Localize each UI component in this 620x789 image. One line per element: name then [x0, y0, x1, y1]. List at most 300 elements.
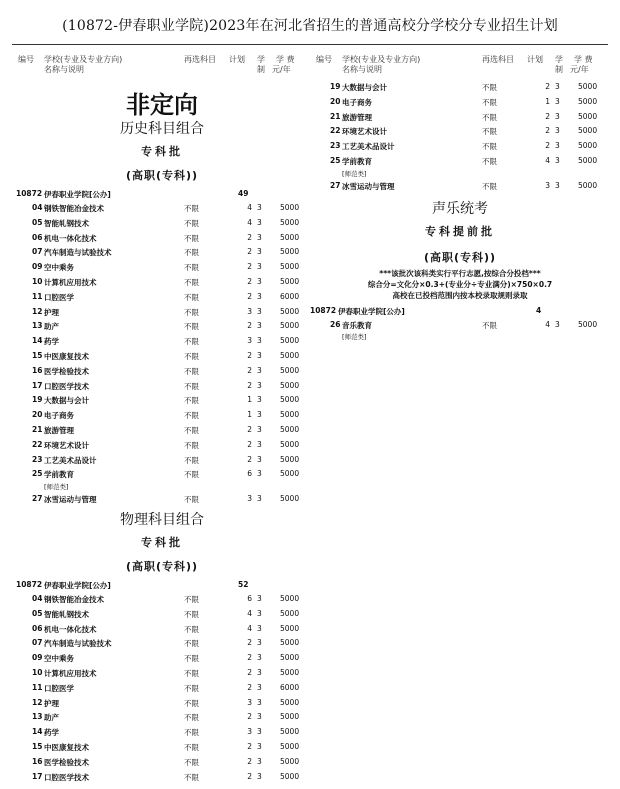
institution-name: 伊春职业学院[公办] — [44, 580, 111, 590]
plan-count: 2 — [545, 126, 550, 136]
study-years: 3 — [555, 319, 560, 329]
table-row — [12, 651, 312, 666]
header-years: 学 — [257, 55, 265, 64]
batch-title-physics: 专科批 — [141, 535, 183, 549]
table-row — [12, 305, 312, 320]
elective-subject: 不限 — [184, 668, 199, 678]
study-years: 3 — [257, 494, 262, 504]
tuition-fee: 5000 — [578, 82, 598, 91]
major-name: 助产 — [44, 713, 59, 723]
study-years: 3 — [257, 682, 262, 692]
level-title-music: (高职(专科)) — [423, 250, 497, 264]
tuition-fee: 5000 — [578, 319, 598, 329]
batch-title-history: 专科批 — [141, 145, 183, 158]
plan-count: 2 — [247, 667, 252, 677]
table-row — [12, 453, 312, 468]
major-name: 医学检验技术 — [44, 366, 89, 376]
elective-subject: 不限 — [482, 127, 497, 137]
major-name: 学前教育 — [342, 156, 372, 166]
study-years: 3 — [257, 667, 262, 677]
table-row — [12, 607, 312, 622]
header-fee-unit: 元/年 — [272, 65, 291, 74]
row-note — [310, 169, 610, 179]
plan-count: 2 — [247, 262, 252, 272]
major-code: 12 — [32, 306, 43, 316]
title-rule — [12, 44, 608, 45]
plan-count: 2 — [247, 350, 252, 360]
study-years: 3 — [257, 276, 262, 286]
study-years: 3 — [257, 653, 262, 663]
tuition-fee: 5000 — [280, 276, 300, 286]
plan-count: 6 — [247, 593, 252, 603]
study-years: 3 — [257, 712, 262, 722]
row-note — [12, 482, 312, 492]
major-name: 助产 — [44, 322, 59, 332]
tuition-fee: 5000 — [578, 180, 598, 190]
study-years: 3 — [257, 410, 262, 420]
major-code: 06 — [32, 623, 43, 633]
batch-title-music: 专科提前批 — [425, 224, 495, 238]
plan-count: 1 — [247, 395, 252, 405]
study-years: 3 — [257, 365, 262, 375]
header-plan: 计划 — [229, 55, 245, 64]
study-years: 3 — [257, 203, 262, 212]
study-years: 3 — [257, 306, 262, 316]
major-name: 学前教育 — [44, 470, 74, 480]
header-school: 学校(专业及专业方向) — [44, 55, 123, 64]
tuition-fee: 5000 — [280, 608, 300, 618]
major-code: 14 — [32, 336, 43, 346]
elective-subject: 不限 — [184, 698, 199, 708]
major-name: 工艺美术品设计 — [44, 455, 97, 465]
major-code: 04 — [32, 203, 43, 212]
header-years: 学 — [555, 55, 563, 64]
elective-subject: 不限 — [184, 248, 199, 258]
column-header — [310, 52, 610, 80]
table-row — [12, 201, 312, 216]
tuition-fee: 5000 — [280, 306, 300, 316]
table-row — [12, 681, 312, 696]
group-title-physics: 物理科目组合 — [120, 511, 204, 528]
header-school-desc: 名称与说明 — [342, 65, 382, 74]
elective-subject: 不限 — [184, 322, 199, 332]
institution-name: 伊春职业学院[公办] — [44, 190, 111, 199]
tuition-fee: 5000 — [280, 203, 300, 212]
elective-subject: 不限 — [184, 204, 199, 213]
major-code: 16 — [32, 365, 43, 375]
elective-subject: 不限 — [184, 263, 199, 273]
major-code: 22 — [32, 439, 43, 449]
study-years: 3 — [257, 247, 262, 257]
institution-plan: 52 — [238, 579, 249, 589]
table-row — [12, 379, 312, 394]
tuition-fee: 5000 — [280, 756, 300, 766]
institution-row-history — [12, 186, 312, 201]
major-name: 大数据与会计 — [342, 83, 387, 92]
major-code: 17 — [32, 380, 43, 390]
major-code: 09 — [32, 262, 43, 272]
tuition-fee: 5000 — [280, 380, 300, 390]
elective-subject: 不限 — [482, 156, 497, 166]
elective-subject: 不限 — [184, 277, 199, 287]
elective-subject: 不限 — [184, 639, 199, 649]
table-row — [12, 349, 312, 364]
elective-subject: 不限 — [482, 320, 497, 330]
major-name: 空中乘务 — [44, 654, 74, 664]
major-code: 23 — [32, 454, 43, 464]
tuition-fee: 5000 — [280, 454, 300, 464]
physics-rows — [12, 592, 312, 784]
major-code: 27 — [330, 180, 341, 190]
tuition-fee: 5000 — [280, 262, 300, 272]
major-name: 医学检验技术 — [44, 757, 89, 767]
study-years: 3 — [257, 608, 262, 618]
major-code: 20 — [330, 96, 341, 106]
major-code: 09 — [32, 653, 43, 663]
table-row — [12, 438, 312, 453]
elective-subject: 不限 — [482, 97, 497, 107]
elective-subject: 不限 — [184, 713, 199, 723]
tuition-fee: 5000 — [280, 741, 300, 751]
table-row — [12, 260, 312, 275]
major-code: 21 — [32, 424, 43, 434]
major-note: [师范类] — [44, 483, 69, 492]
major-code: 19 — [330, 82, 341, 91]
major-code: 12 — [32, 697, 43, 707]
plan-count: 2 — [247, 771, 252, 781]
major-code: 10 — [32, 276, 43, 286]
major-note: [师范类] — [342, 333, 367, 342]
history-rows — [12, 201, 312, 507]
tuition-fee: 5000 — [578, 155, 598, 165]
plan-count: 2 — [247, 439, 252, 449]
tuition-fee: 5000 — [280, 424, 300, 434]
table-row — [310, 154, 610, 169]
major-name: 旅游管理 — [44, 425, 74, 435]
table-row — [310, 139, 610, 154]
right-column — [310, 52, 610, 342]
plan-count: 2 — [247, 424, 252, 434]
major-code: 13 — [32, 321, 43, 331]
tuition-fee: 6000 — [280, 682, 300, 692]
major-name: 药学 — [44, 728, 59, 738]
header-school-desc: 名称与说明 — [44, 65, 84, 74]
tuition-fee: 5000 — [280, 638, 300, 648]
elective-subject: 不限 — [184, 609, 199, 619]
major-name: 护理 — [44, 698, 59, 708]
tuition-fee: 5000 — [280, 667, 300, 677]
plan-count: 2 — [247, 232, 252, 242]
plan-count: 4 — [247, 203, 252, 212]
elective-subject: 不限 — [184, 772, 199, 782]
table-row — [310, 318, 610, 333]
major-code: 17 — [32, 771, 43, 781]
major-code: 26 — [330, 319, 341, 329]
institution-code: 10872 — [16, 579, 43, 589]
table-row — [12, 231, 312, 246]
plan-count: 2 — [247, 638, 252, 648]
plan-count: 2 — [545, 82, 550, 91]
tuition-fee: 5000 — [280, 623, 300, 633]
major-name: 中医康复技术 — [44, 742, 89, 752]
elective-subject: 不限 — [184, 233, 199, 243]
major-name: 工艺美术品设计 — [342, 142, 395, 152]
major-name: 智能轧钢技术 — [44, 609, 89, 619]
major-code: 11 — [32, 291, 43, 301]
plan-count: 2 — [247, 321, 252, 331]
institution-code: 10872 — [310, 305, 337, 315]
table-row — [12, 636, 312, 651]
plan-count: 2 — [247, 682, 252, 692]
elective-subject: 不限 — [482, 112, 497, 122]
major-name: 汽车制造与试验技术 — [44, 248, 112, 258]
plan-count: 3 — [247, 697, 252, 707]
major-note: [师范类] — [342, 169, 367, 178]
tuition-fee: 5000 — [280, 771, 300, 781]
table-row — [12, 393, 312, 408]
major-name: 电子商务 — [44, 411, 74, 421]
study-years: 3 — [555, 111, 560, 121]
study-years: 3 — [257, 638, 262, 648]
major-name: 中医康复技术 — [44, 351, 89, 361]
major-code: 13 — [32, 712, 43, 722]
header-plan: 计划 — [527, 55, 543, 64]
tuition-fee: 5000 — [280, 350, 300, 360]
tuition-fee: 5000 — [578, 141, 598, 151]
table-row — [12, 725, 312, 740]
plan-count: 2 — [247, 454, 252, 464]
elective-subject: 不限 — [184, 292, 199, 302]
tuition-fee: 5000 — [280, 232, 300, 242]
tuition-fee: 5000 — [280, 336, 300, 346]
institution-name: 伊春职业学院[公办] — [338, 306, 405, 316]
major-code: 25 — [32, 469, 43, 479]
table-row — [12, 770, 312, 785]
elective-subject: 不限 — [184, 470, 199, 480]
admission-notice — [310, 268, 610, 301]
header-fee: 学 费 — [276, 55, 295, 64]
elective-subject: 不限 — [184, 624, 199, 634]
major-code: 15 — [32, 350, 43, 360]
tuition-fee: 5000 — [280, 469, 300, 479]
table-row — [310, 179, 610, 194]
major-code: 04 — [32, 593, 43, 603]
plan-count: 3 — [247, 727, 252, 737]
major-code: 19 — [32, 395, 43, 405]
elective-subject: 不限 — [482, 83, 497, 92]
table-row — [12, 592, 312, 607]
plan-count: 3 — [247, 306, 252, 316]
tuition-fee: 5000 — [280, 697, 300, 707]
table-row — [310, 124, 610, 139]
table-row — [310, 110, 610, 125]
elective-subject: 不限 — [184, 396, 199, 406]
elective-subject: 不限 — [184, 594, 199, 604]
group-title-music: 声乐统考 — [432, 200, 488, 217]
major-name: 冰雪运动与管理 — [44, 495, 97, 505]
elective-subject: 不限 — [482, 142, 497, 152]
major-code: 27 — [32, 494, 43, 504]
major-code: 23 — [330, 141, 341, 151]
major-name: 药学 — [44, 337, 59, 347]
major-name: 电子商务 — [342, 97, 372, 107]
study-years: 3 — [257, 321, 262, 331]
major-name: 空中乘务 — [44, 263, 74, 273]
study-years: 3 — [257, 454, 262, 464]
plan-count: 4 — [247, 623, 252, 633]
tuition-fee: 5000 — [578, 96, 598, 106]
plan-count: 2 — [247, 365, 252, 375]
elective-subject: 不限 — [184, 425, 199, 435]
header-code: 编号 — [18, 55, 34, 64]
major-code: 21 — [330, 111, 341, 121]
study-years: 3 — [257, 395, 262, 405]
major-code: 07 — [32, 247, 43, 257]
major-code: 07 — [32, 638, 43, 648]
table-row — [12, 290, 312, 305]
row-note — [310, 332, 610, 342]
plan-count: 4 — [247, 608, 252, 618]
elective-subject: 不限 — [184, 218, 199, 228]
major-code: 05 — [32, 608, 43, 618]
elective-subject: 不限 — [184, 742, 199, 752]
notice-line: ***该批次该科类实行平行志愿,按综合分投档*** — [379, 268, 541, 278]
section-title: 非定向 — [126, 90, 198, 119]
elective-subject: 不限 — [184, 307, 199, 317]
header-school: 学校(专业及专业方向) — [342, 55, 421, 64]
tuition-fee: 5000 — [280, 410, 300, 420]
header-fee: 学 费 — [574, 55, 593, 64]
plan-count: 2 — [247, 380, 252, 390]
plan-count: 4 — [545, 155, 550, 165]
major-name: 智能轧钢技术 — [44, 218, 89, 228]
table-row — [12, 334, 312, 349]
institution-row-music — [310, 303, 610, 318]
plan-count: 2 — [545, 111, 550, 121]
major-name: 计算机应用技术 — [44, 277, 97, 287]
study-years: 3 — [257, 380, 262, 390]
major-name: 旅游管理 — [342, 112, 372, 122]
table-row — [12, 467, 312, 482]
major-code: 14 — [32, 727, 43, 737]
plan-count: 6 — [247, 469, 252, 479]
tuition-fee: 5000 — [280, 395, 300, 405]
study-years: 3 — [257, 697, 262, 707]
tuition-fee: 5000 — [280, 653, 300, 663]
major-name: 音乐教育 — [342, 320, 372, 330]
study-years: 3 — [257, 439, 262, 449]
page-title: (10872-伊春职业学院)2023年在河北省招生的普通高校分学校分专业招生计划 — [62, 18, 558, 34]
major-code: 20 — [32, 410, 43, 420]
plan-count: 2 — [247, 291, 252, 301]
plan-count: 3 — [247, 336, 252, 346]
table-row — [12, 622, 312, 637]
major-name: 机电一体化技术 — [44, 233, 97, 243]
level-title-history: (高职(专科)) — [125, 169, 199, 182]
major-code: 06 — [32, 232, 43, 242]
study-years: 3 — [257, 741, 262, 751]
elective-subject: 不限 — [184, 411, 199, 421]
header-years-2: 制 — [555, 65, 563, 74]
tuition-fee: 5000 — [280, 593, 300, 603]
major-name: 机电一体化技术 — [44, 624, 97, 634]
elective-subject: 不限 — [184, 728, 199, 738]
study-years: 3 — [257, 593, 262, 603]
major-name: 汽车制造与试验技术 — [44, 639, 112, 649]
tuition-fee: 5000 — [280, 321, 300, 331]
major-name: 口腔医学技术 — [44, 381, 89, 391]
table-row — [12, 696, 312, 711]
study-years: 3 — [257, 771, 262, 781]
group-title-history: 历史科目组合 — [120, 121, 204, 137]
plan-count: 2 — [247, 276, 252, 286]
study-years: 3 — [257, 336, 262, 346]
elective-subject: 不限 — [184, 440, 199, 450]
elective-subject: 不限 — [184, 654, 199, 664]
major-code: 15 — [32, 741, 43, 751]
major-name: 大数据与会计 — [44, 396, 89, 406]
elective-subject: 不限 — [184, 351, 199, 361]
study-years: 3 — [257, 756, 262, 766]
header-years-2: 制 — [257, 65, 265, 74]
major-name: 环境艺术设计 — [342, 127, 387, 137]
table-row — [12, 275, 312, 290]
major-name: 口腔医学 — [44, 683, 74, 693]
elective-subject: 不限 — [184, 683, 199, 693]
study-years: 3 — [257, 217, 262, 227]
table-row — [12, 740, 312, 755]
institution-code: 10872 — [16, 189, 43, 198]
plan-count: 2 — [247, 712, 252, 722]
header-subject: 再选科目 — [184, 55, 216, 64]
tuition-fee: 6000 — [280, 291, 300, 301]
plan-count: 3 — [545, 180, 550, 190]
table-row — [12, 755, 312, 770]
major-code: 10 — [32, 667, 43, 677]
tuition-fee: 5000 — [280, 712, 300, 722]
plan-count: 4 — [247, 217, 252, 227]
plan-count: 1 — [247, 410, 252, 420]
elective-subject: 不限 — [184, 366, 199, 376]
tuition-fee: 5000 — [280, 217, 300, 227]
tuition-fee: 5000 — [280, 727, 300, 737]
elective-subject: 不限 — [184, 381, 199, 391]
major-name: 环境艺术设计 — [44, 440, 89, 450]
plan-count: 4 — [545, 319, 550, 329]
plan-count: 2 — [247, 756, 252, 766]
elective-subject: 不限 — [184, 757, 199, 767]
table-row — [12, 423, 312, 438]
table-row — [12, 492, 312, 507]
major-name: 口腔医学技术 — [44, 772, 89, 782]
study-years: 3 — [555, 96, 560, 106]
notice-line: 高校在已投档范围内按本校录取规则录取 — [392, 290, 528, 300]
tuition-fee: 5000 — [280, 494, 300, 504]
major-code: 25 — [330, 155, 341, 165]
plan-count: 2 — [247, 741, 252, 751]
study-years: 3 — [555, 126, 560, 136]
study-years: 3 — [257, 232, 262, 242]
major-name: 冰雪运动与管理 — [342, 181, 395, 191]
study-years: 3 — [257, 623, 262, 633]
plan-count: 3 — [247, 494, 252, 504]
table-row — [12, 666, 312, 681]
table-row — [310, 95, 610, 110]
notice-line: 综合分=文化分×0.3+(专业分÷专业满分)×750×0.7 — [367, 279, 553, 289]
music-rows — [310, 318, 610, 343]
tuition-fee: 5000 — [578, 111, 598, 121]
tuition-fee: 5000 — [280, 439, 300, 449]
